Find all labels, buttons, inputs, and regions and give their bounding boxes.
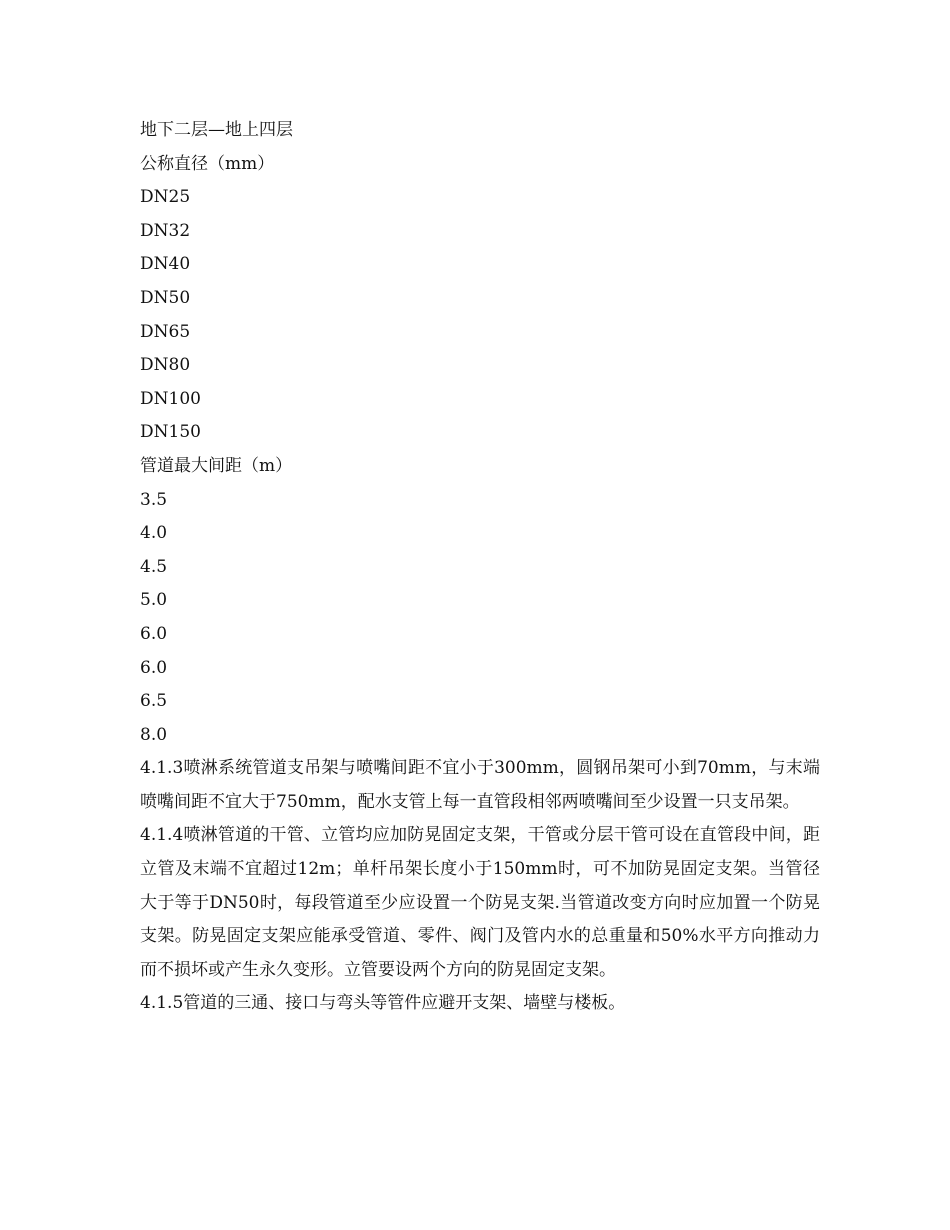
floor-range-label: 地下二层—地上四层 <box>140 120 293 140</box>
diameter-value: DN40 <box>140 254 191 275</box>
diameter-value: DN65 <box>140 321 191 342</box>
spacing-value: 3.5 <box>140 489 168 510</box>
clause-4-1-3: 4.1.3喷淋系统管道支吊架与喷嘴间距不宜小于300mm，圆钢吊架可小到70mm，与末端喷嘴间距不宜大于750mm，配水支管上每一直管段相邻两喷嘴间至少设置一只支吊架。 <box>140 758 820 812</box>
diameter-value: DN80 <box>140 355 191 376</box>
diameter-value: DN50 <box>140 287 191 308</box>
spacing-value: 6.5 <box>140 691 168 712</box>
spacing-value: 4.0 <box>140 523 168 544</box>
spacing-value: 6.0 <box>140 623 168 644</box>
clause-4-1-4: 4.1.4喷淋管道的干管、立管均应加防晃固定支架，干管或分层干管可设在直管段中间，距立管及末端不宜超过12m；单杆吊架长度小于150mm时，可不加防晃固定支架。当管径大于等于DN50时，每段管道至少应设置一个防晃支架.当管道改变方向时应加置一个防晃支架。防晃固定支架应能承受管道、零件、阀门及管内水的总重量和50%水平方向推动力而不损坏或产生永久变形。立管要设两个方向的防晃固定支架。 <box>140 825 820 980</box>
diameter-value: DN100 <box>140 388 201 409</box>
clause-4-1-5: 4.1.5管道的三通、接口与弯头等管件应避开支架、墙壁与楼板。 <box>140 993 626 1014</box>
spacing-value: 8.0 <box>140 724 168 745</box>
nominal-diameter-header: 公称直径（mm） <box>140 153 275 174</box>
max-spacing-header: 管道最大间距（m） <box>140 455 293 476</box>
diameter-value: DN25 <box>140 187 191 208</box>
spacing-value: 5.0 <box>140 590 168 611</box>
spacing-value: 6.0 <box>140 657 168 678</box>
diameter-value: DN32 <box>140 220 191 241</box>
document-page <box>140 114 820 1021</box>
spacing-value: 4.5 <box>140 556 168 577</box>
diameter-value: DN150 <box>140 422 201 443</box>
